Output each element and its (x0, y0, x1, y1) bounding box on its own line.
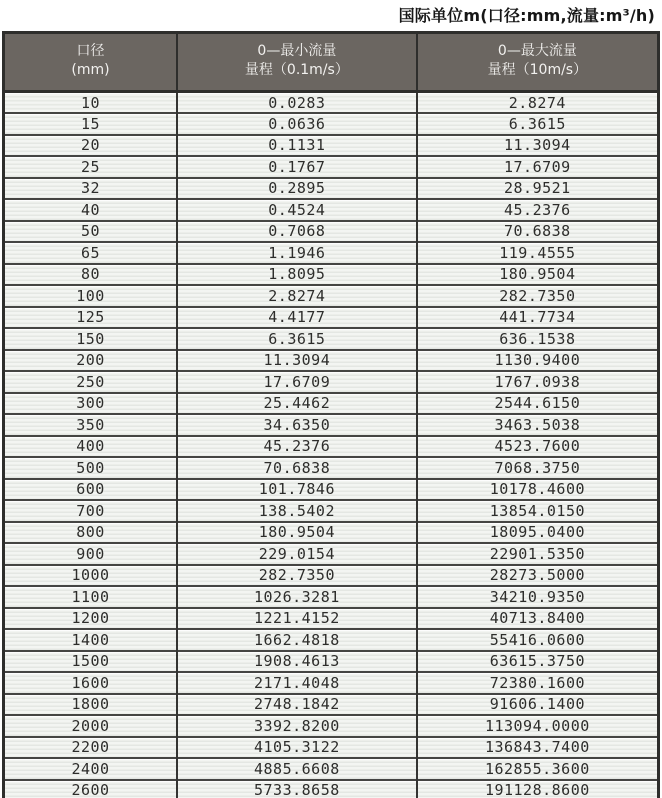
table-row (4, 113, 659, 135)
cell-max-flow: 113094.0000 (417, 715, 659, 737)
cell-min-flow: 2.8274 (177, 285, 417, 307)
cell-min-flow: 17.6709 (177, 371, 417, 393)
cell-max-flow: 70.6838 (417, 221, 659, 243)
cell-diameter: 32 (4, 178, 178, 200)
table-row (4, 242, 659, 264)
cell-min-flow: 11.3094 (177, 350, 417, 372)
cell-diameter: 350 (4, 414, 178, 436)
table-row (4, 522, 659, 544)
cell-max-flow: 63615.3750 (417, 651, 659, 673)
cell-min-flow: 6.3615 (177, 328, 417, 350)
cell-min-flow: 229.0154 (177, 543, 417, 565)
cell-diameter: 600 (4, 479, 178, 501)
table-row (4, 479, 659, 501)
cell-min-flow: 34.6350 (177, 414, 417, 436)
cell-min-flow: 70.6838 (177, 457, 417, 479)
table-row (4, 156, 659, 178)
cell-max-flow: 72380.1600 (417, 672, 659, 694)
cell-min-flow: 0.2895 (177, 178, 417, 200)
cell-max-flow: 10178.4600 (417, 479, 659, 501)
cell-min-flow: 1026.3281 (177, 586, 417, 608)
cell-max-flow: 34210.9350 (417, 586, 659, 608)
cell-max-flow: 3463.5038 (417, 414, 659, 436)
cell-min-flow: 1.8095 (177, 264, 417, 286)
cell-max-flow: 22901.5350 (417, 543, 659, 565)
cell-max-flow: 636.1538 (417, 328, 659, 350)
cell-max-flow: 2.8274 (417, 92, 659, 114)
cell-diameter: 125 (4, 307, 178, 329)
table-row (4, 221, 659, 243)
cell-diameter: 200 (4, 350, 178, 372)
table-row (4, 694, 659, 716)
col-header-diameter (4, 33, 178, 92)
cell-min-flow: 0.7068 (177, 221, 417, 243)
cell-diameter: 1100 (4, 586, 178, 608)
cell-min-flow: 3392.8200 (177, 715, 417, 737)
cell-min-flow: 0.0283 (177, 92, 417, 114)
cell-diameter: 800 (4, 522, 178, 544)
cell-min-flow: 101.7846 (177, 479, 417, 501)
cell-max-flow: 191128.8600 (417, 780, 659, 798)
cell-min-flow: 282.7350 (177, 565, 417, 587)
cell-min-flow: 2171.4048 (177, 672, 417, 694)
cell-min-flow: 0.1131 (177, 135, 417, 157)
table-row (4, 758, 659, 780)
cell-max-flow: 28273.5000 (417, 565, 659, 587)
cell-min-flow: 1221.4152 (177, 608, 417, 630)
table-row (4, 199, 659, 221)
table-row (4, 651, 659, 673)
cell-diameter: 900 (4, 543, 178, 565)
table-row (4, 565, 659, 587)
cell-min-flow: 1.1946 (177, 242, 417, 264)
cell-diameter: 2600 (4, 780, 178, 798)
table-row (4, 586, 659, 608)
cell-diameter: 1500 (4, 651, 178, 673)
table-row (4, 629, 659, 651)
cell-min-flow: 0.0636 (177, 113, 417, 135)
cell-max-flow: 119.4555 (417, 242, 659, 264)
table-row (4, 178, 659, 200)
table-row (4, 371, 659, 393)
cell-diameter: 1000 (4, 565, 178, 587)
header-line-2: 量程（10m/s） (487, 62, 588, 78)
cell-diameter: 40 (4, 199, 178, 221)
cell-max-flow: 6.3615 (417, 113, 659, 135)
cell-diameter: 2200 (4, 737, 178, 759)
cell-max-flow: 2544.6150 (417, 393, 659, 415)
table-row (4, 393, 659, 415)
header-line-1: 口径 (76, 43, 105, 60)
cell-max-flow: 162855.3600 (417, 758, 659, 780)
cell-max-flow: 4523.7600 (417, 436, 659, 458)
table-row (4, 307, 659, 329)
cell-min-flow: 5733.8658 (177, 780, 417, 798)
cell-max-flow: 136843.7400 (417, 737, 659, 759)
cell-diameter: 500 (4, 457, 178, 479)
cell-max-flow: 1130.9400 (417, 350, 659, 372)
cell-max-flow: 441.7734 (417, 307, 659, 329)
table-row (4, 264, 659, 286)
table-row (4, 715, 659, 737)
cell-min-flow: 4105.3122 (177, 737, 417, 759)
cell-min-flow: 4.4177 (177, 307, 417, 329)
cell-max-flow: 180.9504 (417, 264, 659, 286)
cell-diameter: 400 (4, 436, 178, 458)
table-row (4, 285, 659, 307)
cell-min-flow: 1662.4818 (177, 629, 417, 651)
table-row (4, 672, 659, 694)
cell-min-flow: 180.9504 (177, 522, 417, 544)
cell-diameter: 300 (4, 393, 178, 415)
cell-max-flow: 28.9521 (417, 178, 659, 200)
cell-diameter: 25 (4, 156, 178, 178)
cell-max-flow: 45.2376 (417, 199, 659, 221)
flow-range-table (2, 31, 660, 798)
cell-min-flow: 2748.1842 (177, 694, 417, 716)
cell-max-flow: 91606.1400 (417, 694, 659, 716)
cell-diameter: 15 (4, 113, 178, 135)
table-header (4, 33, 659, 92)
table-row (4, 737, 659, 759)
table-row (4, 328, 659, 350)
cell-diameter: 700 (4, 500, 178, 522)
table-row (4, 350, 659, 372)
page-title: 国际单位m(口径:mm,流量:m³/h) (398, 6, 655, 25)
cell-diameter: 10 (4, 92, 178, 114)
cell-diameter: 1600 (4, 672, 178, 694)
table-row (4, 457, 659, 479)
header-line-1: 0—最大流量 (497, 43, 577, 60)
table-row (4, 436, 659, 458)
cell-max-flow: 11.3094 (417, 135, 659, 157)
col-header-max-flow (417, 33, 659, 92)
header-line-2: 量程（0.1m/s） (244, 62, 349, 78)
cell-diameter: 80 (4, 264, 178, 286)
cell-diameter: 65 (4, 242, 178, 264)
table-row (4, 92, 659, 114)
table-row (4, 543, 659, 565)
cell-diameter: 250 (4, 371, 178, 393)
cell-diameter: 1800 (4, 694, 178, 716)
cell-max-flow: 17.6709 (417, 156, 659, 178)
cell-diameter: 1400 (4, 629, 178, 651)
cell-min-flow: 25.4462 (177, 393, 417, 415)
header-row (4, 33, 659, 92)
cell-min-flow: 1908.4613 (177, 651, 417, 673)
cell-min-flow: 45.2376 (177, 436, 417, 458)
cell-max-flow: 55416.0600 (417, 629, 659, 651)
cell-diameter: 1200 (4, 608, 178, 630)
cell-diameter: 50 (4, 221, 178, 243)
cell-diameter: 2400 (4, 758, 178, 780)
cell-min-flow: 4885.6608 (177, 758, 417, 780)
table-row (4, 135, 659, 157)
cell-diameter: 150 (4, 328, 178, 350)
header-line-2: (mm) (71, 62, 110, 78)
cell-min-flow: 0.1767 (177, 156, 417, 178)
cell-diameter: 2000 (4, 715, 178, 737)
table-body (4, 92, 659, 798)
cell-max-flow: 7068.3750 (417, 457, 659, 479)
cell-max-flow: 1767.0938 (417, 371, 659, 393)
cell-max-flow: 282.7350 (417, 285, 659, 307)
cell-diameter: 20 (4, 135, 178, 157)
col-header-min-flow (177, 33, 417, 92)
header-line-1: 0—最小流量 (257, 43, 337, 60)
table-row (4, 780, 659, 798)
cell-max-flow: 40713.8400 (417, 608, 659, 630)
table-row (4, 608, 659, 630)
cell-diameter: 100 (4, 285, 178, 307)
table-row (4, 414, 659, 436)
cell-min-flow: 138.5402 (177, 500, 417, 522)
cell-max-flow: 13854.0150 (417, 500, 659, 522)
cell-min-flow: 0.4524 (177, 199, 417, 221)
table-row (4, 500, 659, 522)
cell-max-flow: 18095.0400 (417, 522, 659, 544)
